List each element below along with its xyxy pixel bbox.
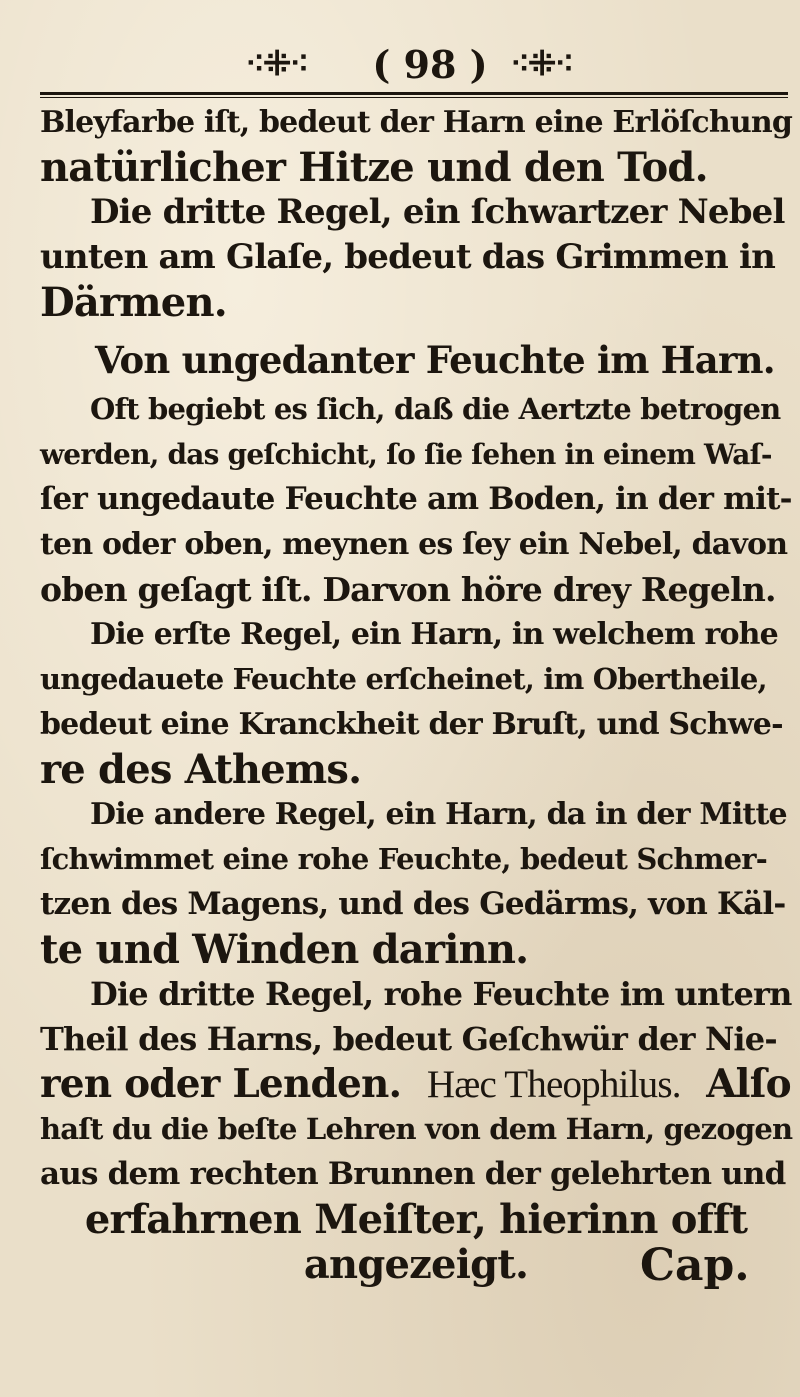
text-line: ſchwimmet eine rohe Feuchte, bedeut Schmer- [40,842,767,876]
text-line: bedeut eine Kranckheit der Bruſt, und Schwe- [40,707,783,742]
ornament-left: ⁖⁜⁖ [245,44,308,84]
text-line: Oft begiebt es ſich, daß die Aertzte betrogen [90,392,781,426]
text-line: Die erſte Regel, ein Harn, in welchem rohe [90,617,778,652]
text-line: te und Winden darinn. [40,926,529,973]
page-number: ( 98 ) [372,42,488,87]
ornament-right: ⁖⁜⁖ [510,44,573,84]
text-line: tzen des Magens, und des Gedärms, von Käl- [40,886,786,922]
text-line: unten am Glaſe, bedeut das Grimmen in [40,237,775,277]
page-header [40,40,788,100]
text-line: aus dem rechten Brunnen der gelehrten und [40,1156,786,1192]
catchword: Cap. [640,1240,750,1291]
body-text [40,100,792,1287]
text-line: Die andere Regel, ein Harn, da in der Mitte [90,797,787,832]
text-line: Bleyfarbe iſt, bedeut der Harn eine Erlöſchung [40,105,793,140]
text-line: Die dritte Regel, rohe Feuchte im untern [90,975,792,1013]
section-heading: Von ungedanter Feuchte im Harn. [95,338,775,382]
text-line: ungedauete Feuchte erſcheinet, im Obertheile, [40,662,767,696]
text-line: Därmen. [40,279,227,326]
text-line: erfahrnen Meiſter, hierinn offt [84,1196,748,1243]
text-line: Theil des Harns, bedeut Geſchwür der Nie- [40,1020,777,1058]
text-fragment: ren oder Lenden. [40,1061,402,1107]
text-line [40,1062,792,1107]
text-line: ſer ungedaute Feuchte am Boden, in der mit- [40,481,792,517]
text-line: ten oder oben, meynen es ſey ein Nebel, davon [40,527,788,562]
text-line: werden, das geſchicht, ſo ſie ſehen in einem Waſ- [40,438,772,471]
text-line: oben geſagt iſt. Darvon höre drey Regeln. [40,570,776,609]
header-rule-thin [40,97,788,98]
text-line: haſt du die beſte Lehren von dem Harn, gezogen [40,1112,793,1146]
text-fragment: Alſo [706,1061,791,1107]
header-rule [40,92,788,95]
text-line: re des Athems. [40,746,362,793]
latin-phrase: Hæc Theophilus. [426,1063,681,1106]
text-line: natürlicher Hitze und den Tod. [40,144,708,191]
text-line: Die dritte Regel, ein ſchwartzer Nebel [90,192,785,232]
text-line: angezeigt. [303,1241,529,1288]
